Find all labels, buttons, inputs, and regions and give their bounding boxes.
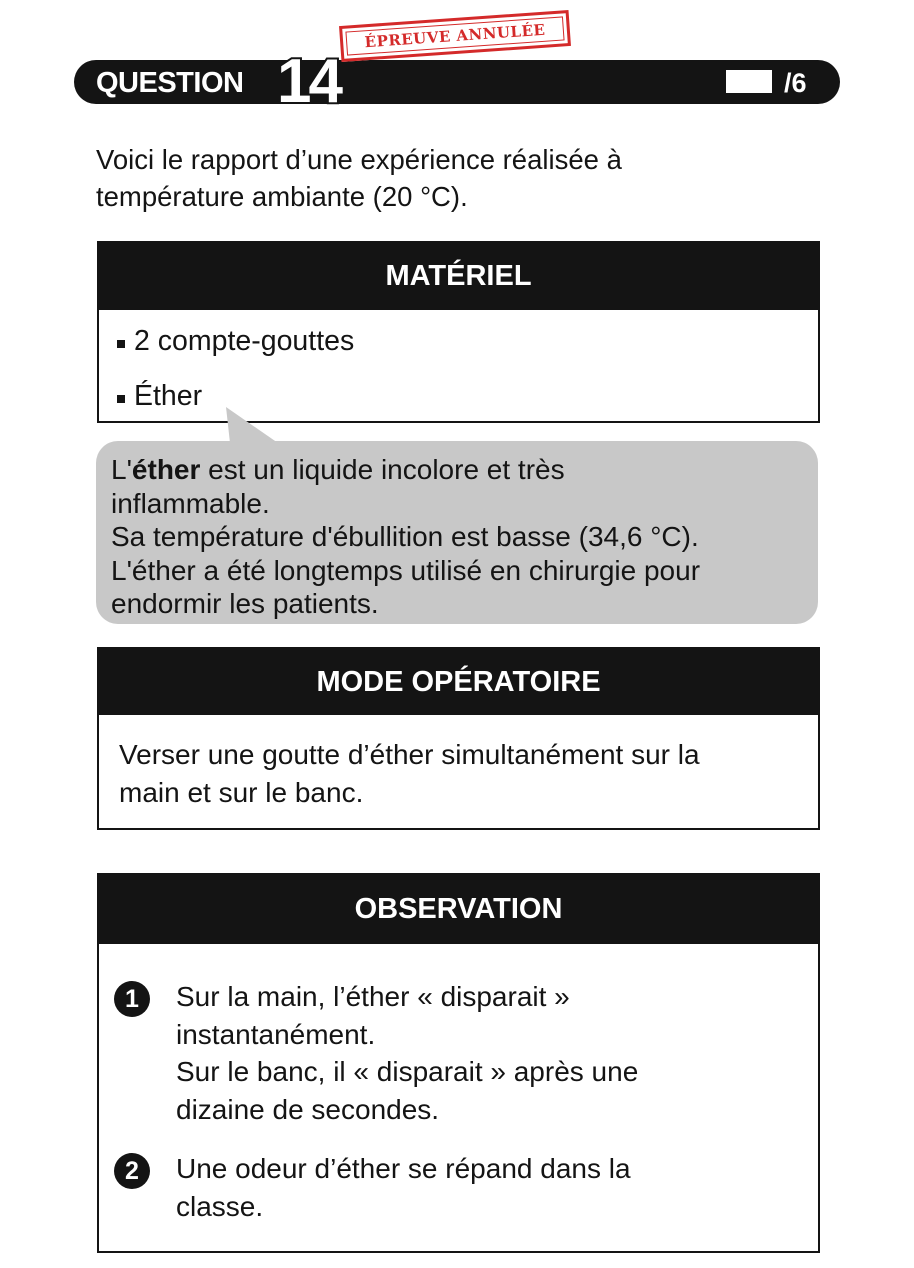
list-item	[117, 378, 202, 414]
materiel-box	[97, 241, 820, 423]
speech-bubble-tail	[216, 405, 286, 445]
mode-operatoire-line: Verser une goutte d’éther simultanément sur la	[119, 739, 700, 770]
question-number: 14	[277, 47, 340, 116]
bullet-square-icon	[117, 340, 125, 348]
ether-info-bubble	[96, 441, 818, 624]
ether-info-line: inflammable.	[111, 487, 270, 519]
bullet-square-icon	[117, 395, 125, 403]
ether-info-line: L'éther est un liquide incolore et très	[111, 454, 565, 485]
list-item-label: 2 compte-gouttes	[134, 325, 355, 357]
observation-line: instantanément.	[176, 1018, 376, 1050]
ether-info-line: L'éther a été longtemps utilisé en chirurgie pour	[111, 554, 701, 586]
number-badge: 2	[114, 1153, 150, 1189]
observation-item	[114, 978, 794, 1129]
number-badge: 1	[114, 981, 150, 1017]
ether-info-line: endormir les patients.	[111, 588, 379, 619]
intro-text	[96, 141, 796, 215]
score-max: /6	[784, 68, 807, 98]
list-item-label: Éther	[134, 380, 203, 412]
observation-line: dizaine de secondes.	[176, 1094, 440, 1126]
mode-operatoire-title: MODE OPÉRATOIRE	[99, 649, 818, 715]
observation-line: Sur la main, l’éther « disparait »	[176, 981, 570, 1012]
observation-text	[176, 978, 794, 1129]
observation-box	[97, 873, 820, 1253]
observation-item	[114, 1150, 794, 1225]
observation-title: OBSERVATION	[99, 875, 818, 944]
cancelled-stamp: ÉPREUVE ANNULÉE	[339, 10, 571, 62]
observation-text	[176, 1150, 794, 1225]
materiel-title: MATÉRIEL	[99, 243, 818, 310]
mode-operatoire-box	[97, 647, 820, 830]
observation-line: Sur le banc, il « disparait » après une	[176, 1056, 639, 1088]
intro-line: température ambiante (20 °C).	[96, 181, 468, 212]
list-item	[117, 323, 354, 359]
question-label: QUESTION	[96, 67, 244, 99]
observation-line: classe.	[176, 1190, 264, 1222]
ether-info-line: Sa température d'ébullition est basse (34,6 °C).	[111, 521, 699, 552]
intro-line: Voici le rapport d’une expérience réalisée à	[96, 144, 622, 175]
mode-operatoire-text	[119, 736, 798, 812]
ether-keyword: éther	[131, 454, 201, 485]
observation-line: Une odeur d’éther se répand dans la	[176, 1153, 631, 1184]
score-input-box[interactable]	[726, 70, 772, 93]
mode-operatoire-line: main et sur le banc.	[119, 777, 364, 808]
